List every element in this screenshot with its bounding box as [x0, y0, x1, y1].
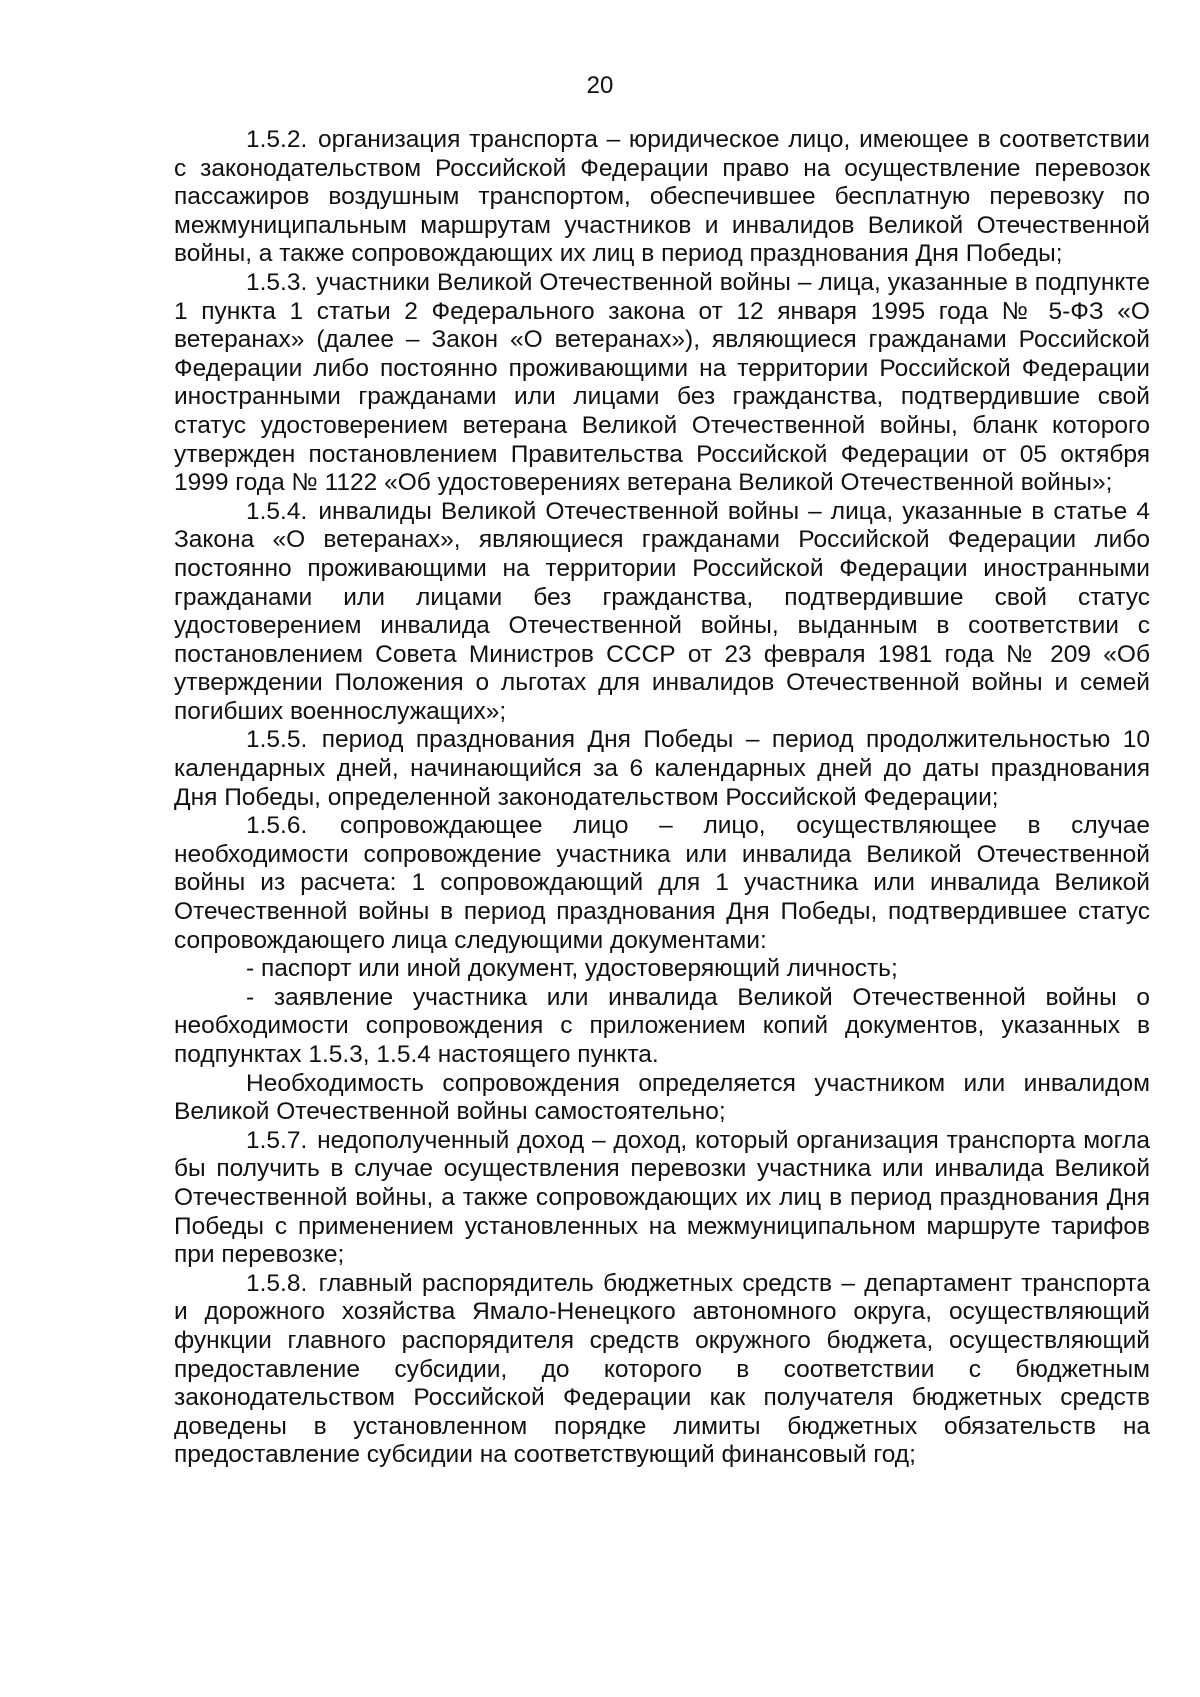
clause-number: 1.5.6.	[246, 812, 308, 840]
clause-text: сопровождающее лицо – лицо, осуществляющее в случае необходимости сопровождение участника или инвалида Великой Отечественной войны из расчета: 1 сопровождающий для 1 участника или инвалида Великой Отечественной войны в период празднования Дня Победы, подтвердившее статус сопровождающего лица следующими документами:	[174, 812, 1150, 954]
paragraph-document-application	[174, 984, 1150, 1070]
paragraph-1-5-7	[174, 1127, 1150, 1270]
paragraph-1-5-6	[174, 812, 1150, 955]
clause-number: 1.5.5.	[246, 726, 308, 754]
clause-number: 1.5.8.	[246, 1269, 308, 1297]
clause-text: период празднования Дня Победы – период продолжительностью 10 календарных дней, начинающийся за 6 календарных дней до даты празднования Дня Победы, определенной законодательством Российской Федерации;	[174, 726, 1150, 811]
clause-text: недополученный доход – доход, который организация транспорта могла бы получить в случае осуществления перевозки участника или инвалида Великой Отечественной войны, а также сопровождающих их лиц в период празднования Дня Победы с применением установленных на межмуниципальном маршруте тарифов при перевозке;	[174, 1126, 1150, 1269]
list-item-text: - заявление участника или инвалида Великой Отечественной войны о необходимости сопровождения с приложением копий документов, указанных в подпунктах 1.5.3, 1.5.4 настоящего пункта.	[174, 983, 1150, 1068]
paragraph-document-passport	[174, 955, 1150, 984]
clause-number: 1.5.3.	[246, 268, 308, 296]
clause-number: 1.5.4.	[246, 497, 308, 525]
paragraph-1-5-5	[174, 726, 1150, 812]
paragraph-text: Необходимость сопровождения определяется участником или инвалидом Великой Отечественной войны самостоятельно;	[174, 1069, 1150, 1126]
clause-number: 1.5.2.	[246, 126, 308, 153]
paragraph-1-5-2	[174, 126, 1150, 269]
page-number: 20	[586, 72, 614, 99]
clause-text: организация транспорта – юридическое лицо, имеющее в соответствии с законодательством Российской Федерации право на осуществление перевозок пассажиров воздушным транспортом, обеспечившее бесплатную перевозку по межмуниципальным маршрутам участников и инвалидов Великой Отечественной войны, а также сопровождающих их лиц в период празднования Дня Победы;	[174, 126, 1150, 268]
paragraph-1-5-3	[174, 269, 1150, 498]
clause-number: 1.5.7.	[246, 1126, 308, 1154]
paragraph-1-5-8	[174, 1270, 1150, 1470]
paragraph-1-5-4	[174, 498, 1150, 727]
clause-text: участники Великой Отечественной войны – лица, указанные в подпункте 1 пункта 1 статьи 2 Федерального закона от 12 января 1995 года № 5-ФЗ «О ветеранах» (далее – Закон «О ветеранах»), являющиеся гражданами Российской Федерации либо постоянно проживающими на территории Российской Федерации иностранными гражданами или лицами без гражданства, подтвердившие свой статус удостоверением ветерана Великой Отечественной войны, бланк которого утвержден постановлением Правительства Российской Федерации от 05 октября 1999 года № 1122 «Об удостоверениях ветерана Великой Отечественной войны»;	[174, 268, 1150, 497]
list-item-text: - паспорт или иной документ, удостоверяющий личность;	[246, 955, 898, 983]
clause-text: инвалиды Великой Отечественной войны – лица, указанные в статье 4 Закона «О ветеранах», являющиеся гражданами Российской Федерации либо постоянно проживающими на территории Российской Федерации иностранными гражданами или лицами без гражданства, подтвердившие свой статус удостоверением инвалида Отечественной войны, выданным в соответствии с постановлением Совета Министров СССР от 23 февраля 1981 года № 209 «Об утверждении Положения о льготах для инвалидов Отечественной войны и семей погибших военнослужащих»;	[174, 497, 1150, 725]
clause-text: главный распорядитель бюджетных средств – департамент транспорта и дорожного хозяйства Ямало-Ненецкого автономного округа, осуществляющий функции главного распорядителя средств окружного бюджета, осуществляющий предоставление субсидии, до которого в соответствии с бюджетным законодательством Российской Федерации как получателя бюджетных средств доведены в установленном порядке лимиты бюджетных обязательств на предоставление субсидии на соответствующий финансовый год;	[174, 1269, 1150, 1469]
paragraph-escort-necessity	[174, 1070, 1150, 1127]
document-body	[174, 126, 1150, 1470]
